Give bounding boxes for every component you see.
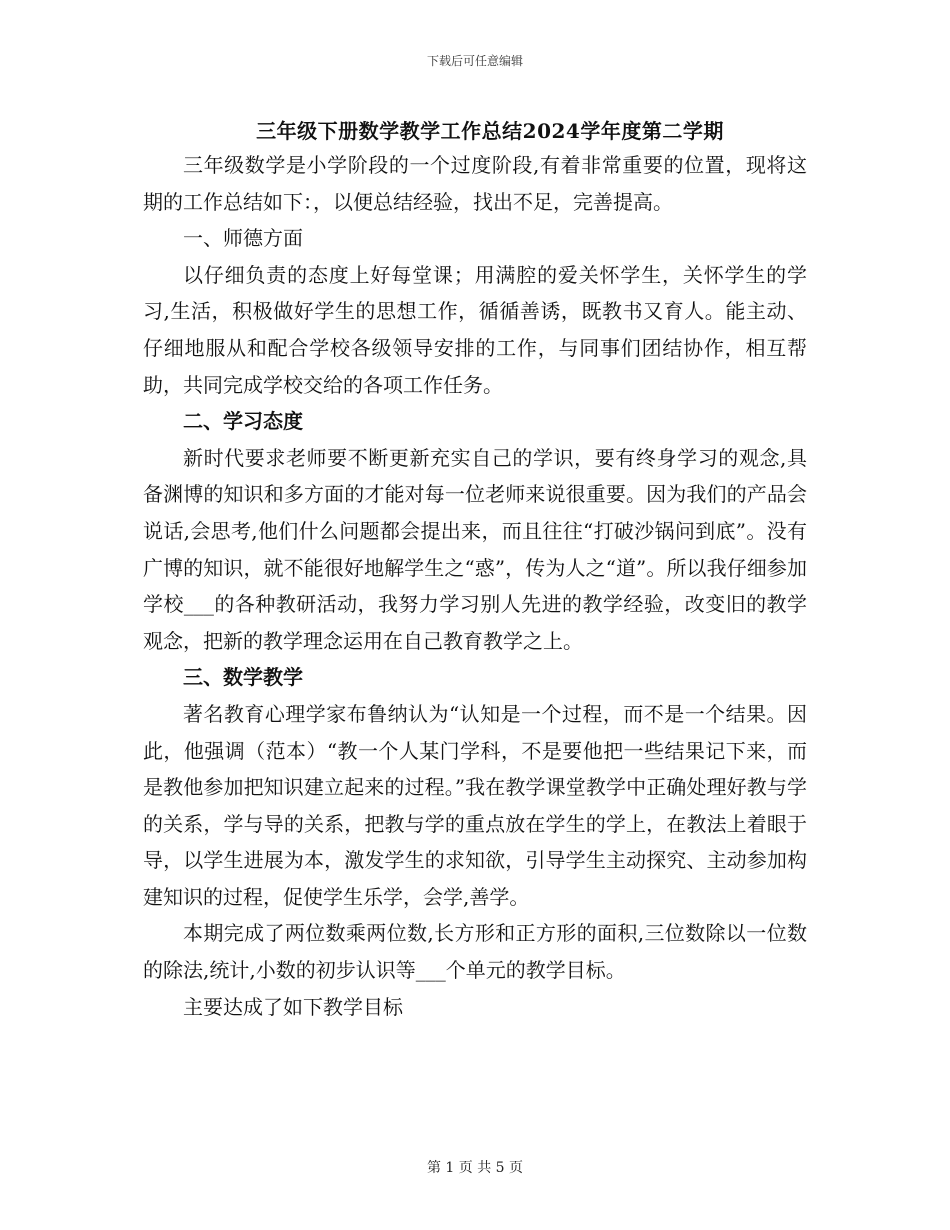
- intro-paragraph: 三年级数学是小学阶段的一个过度阶段,有着非常重要的位置，现将这期的工作总结如下：，以便总结经验，找出不足，完善提高。: [143, 153, 807, 214]
- math-teaching-paragraph-1: 著名教育心理学家布鲁纳认为“认知是一个过程，而不是一个结果。因此，他强调（范本）“教一个人某门学科，不是要他把一些结果记下来，而是教他参加把知识建立起来的过程。”我在教学课堂教学中正确处理好教与学的关系，学与导的关系，把教与学的重点放在学生的学上，在教法上着眼于导，以学生进展为本，激发学生的求知欲，引导学生主动探究、主动参加构建知识的过程，促使学生乐学，会学,善学。: [143, 701, 807, 909]
- learning-attitude-paragraph: 新时代要求老师要不断更新充实自己的学识，要有终身学习的观念,具备渊博的知识和多方面的才能对每一位老师来说很重要。因为我们的产品会说话,会思考,他们什么问题都会提出来，而且往往“打破沙锅问到底”。没有广博的知识，就不能很好地解学生之“惑”，传为人之“道”。所以我仔细参加学校___的各种教研活动，我努力学习别人先进的教学经验，改变旧的教学观念，把新的教学理念运用在自己教育教学之上。: [143, 445, 807, 653]
- section-heading-learning-attitude: 二、学习态度: [183, 409, 303, 434]
- document-body: [143, 147, 807, 1025]
- page-number: 第 1 页 共 5 页: [426, 1160, 524, 1176]
- page-header-note: 下载后可任意编辑: [426, 54, 523, 68]
- math-teaching-paragraph-2: 本期完成了两位数乘两位数,长方形和正方形的面积,三位数除以一位数的除法,统计,小数的初步认识等___个单元的教学目标。: [143, 921, 807, 983]
- math-teaching-paragraph-3: 主要达成了如下教学目标: [183, 994, 403, 1019]
- ethics-paragraph: 以仔细负责的态度上好每堂课；用满腔的爱关怀学生，关怀学生的学习,生活，积极做好学生的思想工作，循循善诱，既教书又育人。能主动、仔细地服从和配合学校各级领导安排的工作，与同事们团结协作，相互帮助，共同完成学校交给的各项工作任务。: [143, 262, 807, 397]
- document-title: 三年级下册数学教学工作总结2024学年度第二学期: [256, 119, 724, 143]
- section-heading-math-teaching: 三、数学教学: [183, 665, 303, 690]
- section-heading-ethics: 一、师德方面: [183, 226, 303, 251]
